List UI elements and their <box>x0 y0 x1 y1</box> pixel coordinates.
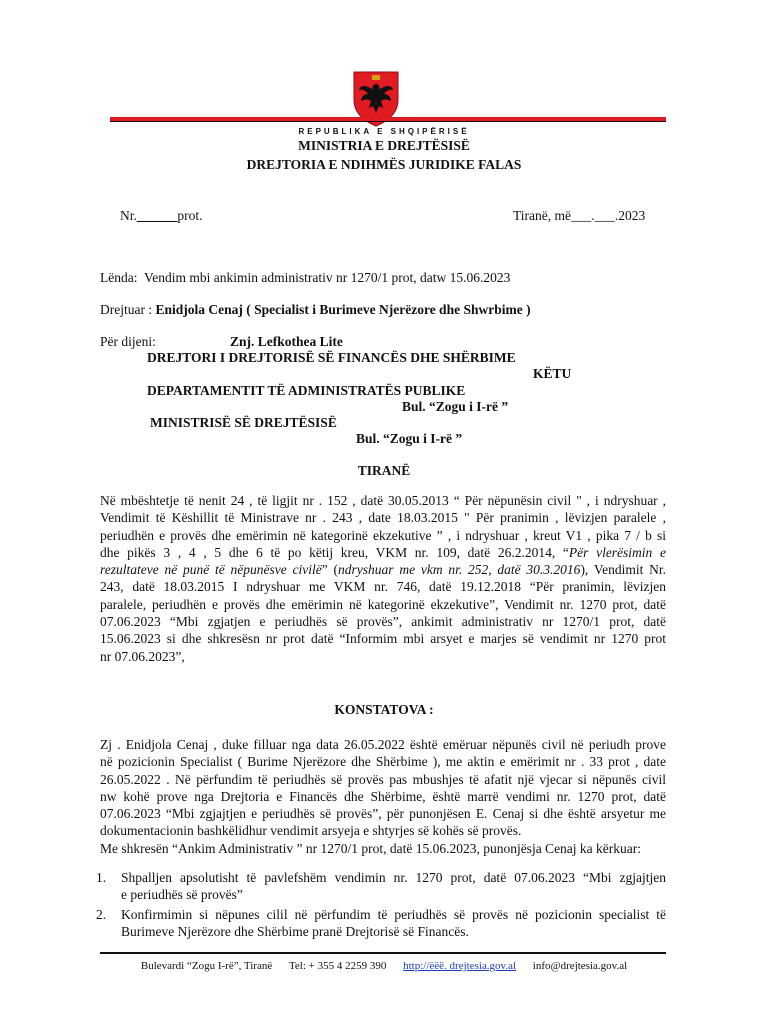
directorate-name: DREJTORIA E NDIHMËS JURIDIKE FALAS <box>246 157 522 172</box>
legal-basis-line: dhe pikës 3 , 4 , 5 dhe 6 të po këtij kreu, VKM nr. 109, datë 26.2.2014, “Për vlerësimin e <box>100 544 666 560</box>
footer-email[interactable]: info@drejtesia.gov.al <box>532 960 628 972</box>
legal-basis-line: Vendimit të Këshillit të Ministrave nr . 243 , date 18.03.2015 " Për pranimin , lëvizjen paralele , <box>100 510 666 526</box>
protocol-number: Nr.______prot. <box>120 208 203 223</box>
legal-basis-line: periudhën e provës dhe emërimin në kategorinë ekzekutive ” , i ndryshuar , kreut V1 , pika 7 / b si <box>100 527 666 543</box>
info-person: Znj. Lefkothea Lite <box>230 334 343 349</box>
legal-basis-line: nr 07.06.2023”, <box>100 648 185 664</box>
legal-basis-line: 07.06.2023 “Mbi zgjatjen e periudhës së provës”, ankimit administrativ nr 1270/1 prot, datë <box>100 614 666 630</box>
legal-basis-line: 15.06.2023 si dhe shkresësn nr prot datë “Informim mbi arsyet e marjes së vendimit nr 1270 prot <box>100 631 666 647</box>
footer <box>0 960 768 972</box>
info-title-ministry: MINISTRISË SË DREJTËSISË <box>150 415 337 430</box>
legal-basis-line: rezultateve në punë të nëpunësve civilë” (ndryshuar me vkm nr. 252, datë 30.3.2016), Vendimit Nr. <box>100 562 666 578</box>
section-heading-konstatova: KONSTATOVA : <box>334 702 434 717</box>
republic-name: REPUBLIKA E SHQIPËRISË <box>298 127 470 136</box>
findings-line: 26.05.2022 . Në përfundim të periudhës së provës pas mbushjes të afatit një vjecar si nëpunës civil <box>100 771 666 787</box>
list-item: 2. Konfirmimin si nëpunes cilil në përfundim të periudhës së provës në pozicionin specialist të Burimeve Njerëzore dhe Shërbime pranë Drejtorisë së Financës. <box>96 906 666 939</box>
footer-website-link[interactable]: http://ëëë. drejtesia.gov.al <box>403 960 517 972</box>
legal-basis-line: 243, datë 18.03.2015 I ndryshuar me VKM nr. 746, datë 19.12.2018 “Për pranimin, lëvizjen <box>100 579 666 595</box>
findings-line: dokumentacionin bashkëlidhur vendimit arsyeja e shtyrjes së kohës së provës. <box>100 823 522 839</box>
info-city: TIRANË <box>357 463 411 478</box>
info-address-1: Bul. “Zogu i I-rë ” <box>402 399 509 414</box>
info-title-department: DEPARTAMENTIT TË ADMINISTRATËS PUBLIKE <box>147 383 466 398</box>
legal-basis-line: paralele, periudhën e provës dhe emërimin në kategorinë ekzekutive”, Vendimit nr. 1270 prot, datë <box>100 596 666 612</box>
info-title-finance: DREJTORI I DREJTORISË SË FINANCËS DHE SHËRBIME <box>147 350 516 365</box>
findings-line: Me shkresën “Ankim Administrativ ” nr 1270/1 prot, datë 15.06.2023, punonjësja Cenaj ka kërkuar: <box>100 840 642 856</box>
info-ketu: KËTU <box>533 366 572 381</box>
footer-phone: Tel: + 355 4 2259 390 <box>288 960 387 972</box>
info-address-2: Bul. “Zogu i I-rë ” <box>356 431 463 446</box>
subject-line: Lënda: Vendim mbi ankimin administrativ nr 1270/1 prot, datw 15.06.2023 <box>100 270 511 285</box>
legal-basis-paragraph <box>100 492 666 665</box>
addressee-line: Drejtuar : Enidjola Cenaj ( Specialist i Burimeve Njerëzore dhe Shwrbime ) <box>100 302 531 317</box>
legal-basis-line: Në mbështetje të nenit 24 , të ligjit nr . 152 , datë 30.05.2013 “ Për nëpunësin civil " , i ndryshuar , <box>100 493 666 508</box>
list-item: 1. Shpalljen apsolutisht të pavlefshëm vendimin nr. 1270 prot, datë 07.06.2023 “Mbi zgjajtjen e periudhës së provës” <box>96 870 666 903</box>
ministry-name: MINISTRIA E DREJTËSISË <box>298 138 470 153</box>
findings-line: nw kohë prove nga Drejtoria e Financës dhe Shërbime, është marrë vendimi nr. 1270 prot, datë <box>100 788 666 804</box>
letterhead-black-rule <box>110 121 666 122</box>
findings-line: në pozicionin Specialist ( Burime Njerëzore dhe Shërbime ), me aktin e emërimit nr . 33 prot , date <box>100 754 666 770</box>
place-date: Tiranë, më___.___.2023 <box>513 208 646 223</box>
findings-line: Zj . Enidjola Cenaj , duke filluar nga data 26.05.2022 është emëruar nëpunës civil në periudh prove <box>100 737 666 752</box>
requests-list <box>96 869 666 942</box>
findings-paragraph <box>100 736 666 857</box>
footer-address: Bulevardi “Zogu I-rë”, Tiranë <box>140 960 273 972</box>
findings-line: 07.06.2023 “Mbi zgjajtjen e periudhës së provës”, për punonjësen E. Cenaj si dhe është arsyetur me <box>100 806 666 822</box>
info-label: Për dijeni: <box>100 334 156 349</box>
footer-rule <box>100 952 666 954</box>
